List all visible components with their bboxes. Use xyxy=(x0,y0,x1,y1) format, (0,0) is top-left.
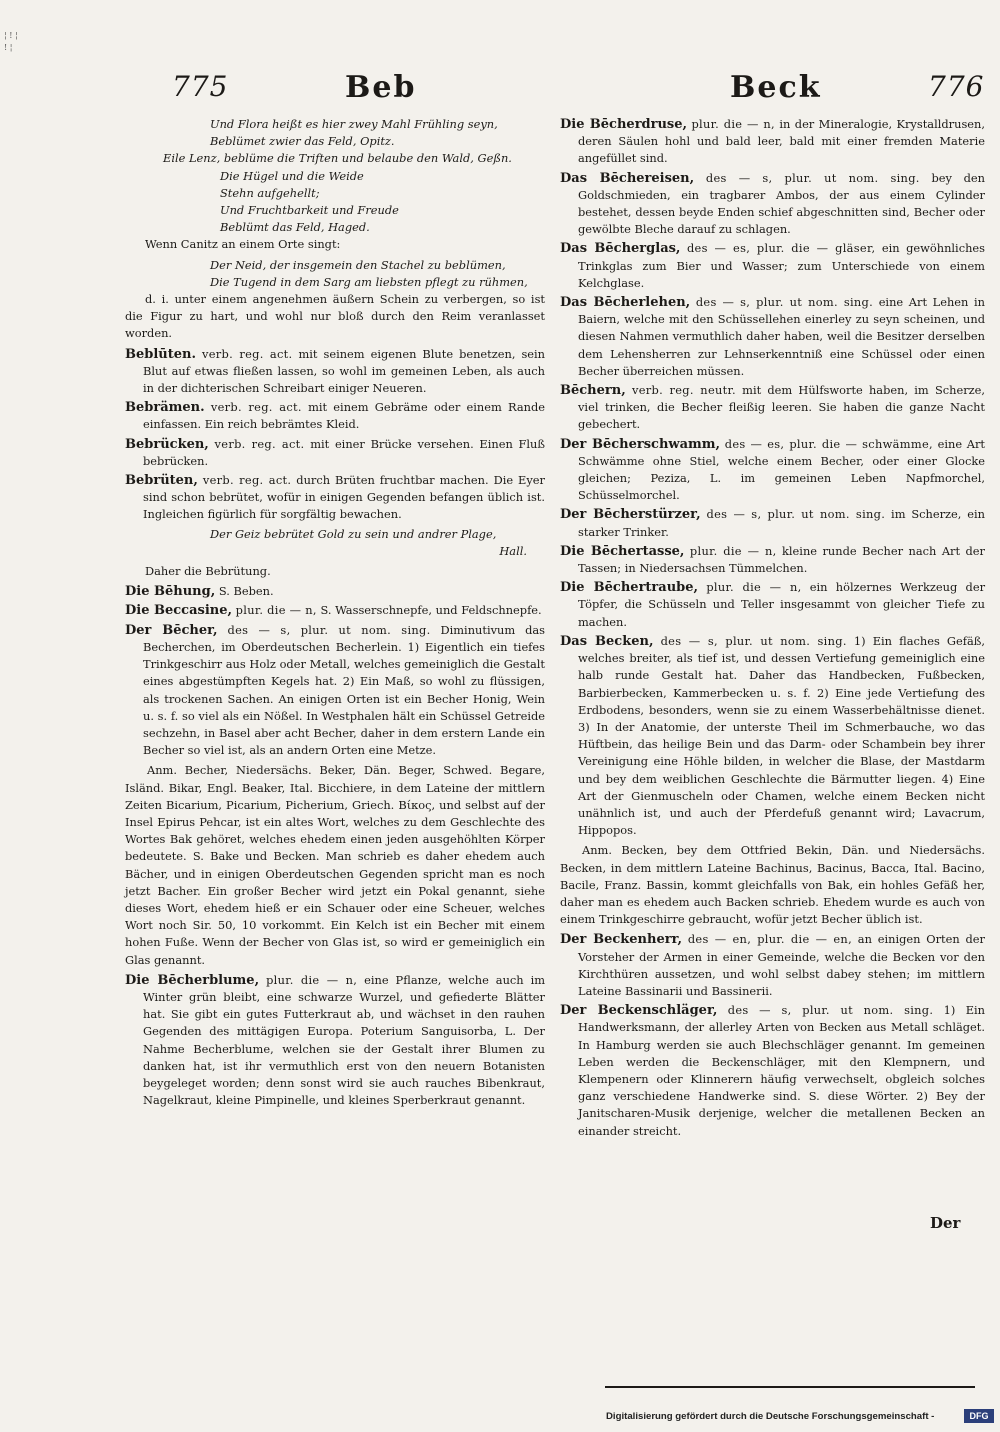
entry-grammar: des — s, plur. ut nom. sing. xyxy=(695,295,874,310)
entry-grammar: des — s, plur. ut nom. sing. xyxy=(706,507,886,522)
entry-definition: an einigen Orten der Vorsteher der Armen in einer Gemeinde, welche die Becken vor den Kirchthüren aussetzen, und wohl selbst dabey stehen; im mittlern Lateine Bassinarii und Bassinerii. xyxy=(578,932,985,998)
dictionary-entry xyxy=(560,382,985,434)
paragraph: d. i. unter einem angenehmen äußern Schein zu verbergen, so ist die Figur zu hart, und wohl nur bloß durch den Reim veranlasset worden. xyxy=(125,292,545,341)
entry-grammar: des — es, plur. die — schwämme, xyxy=(724,436,933,451)
entry-headword: Der Beckenschläger, xyxy=(560,1003,718,1019)
left-page-number: 775 xyxy=(172,70,229,103)
entry-definition: im Scherze, ein starker Trinker. xyxy=(578,507,986,539)
entry-grammar: des — s, plur. ut nom. sing. xyxy=(705,170,920,185)
verse-line: Und Flora heißt es hier zwey Mahl Frühling seyn, xyxy=(210,117,498,131)
entry-grammar: verb. reg. neutr. xyxy=(631,383,736,398)
entry-grammar: verb. reg. act. xyxy=(214,436,305,451)
dictionary-entry xyxy=(560,506,985,540)
dictionary-entry xyxy=(560,1002,985,1140)
entry-definition: 1) Ein flaches Gefäß, welches breiter, als tief ist, und dessen Vertiefung gemeiniglich eine halb runde Gestalt hat. Daher das Handbecken, Fußbecken, Barbierbecken, Kammerbecken u. s. f. 2) Eine jede Vertiefung des Erdbodens, besonders, wenn sie zu einem Wasserbehältnisse dienet. 3) In der Anatomie, der unterste Theil im Schmerbauche, wo das Hüftbein, das heilige Bein und das Darm- oder Schambein bey ihrer Vereinigung eine Höhle bilden, in welcher die Blase, der Mastdarm und bey dem weiblichen Geschlechte die Bärmutter liegen. 4) Eine Art der Gienmuscheln oder Chamen, welche einem Becken nicht unähnlich ist, und auch der Pferdefuß genannt wird; Lavacrum, Hippopos. xyxy=(578,633,985,838)
entry-definition: 1) Ein Handwerksmann, der allerley Arten von Becken aus Metall schläget. In Hamburg werden sie auch Blechschläger genannt. Im gemeinen Leben werden die Beckenschläger, mit den Klempnern, und Klempenern oder Klinnerern häufig verwechselt, obgleich solches ganz verschiedene Handwerke sind. S. diese Wörter. 2) Bey der Janitscharen-Musik derjenige, welcher die metallenen Becken an einander streicht. xyxy=(578,1003,986,1138)
entry-headword: Bebrüten, xyxy=(125,473,198,489)
entry-headword: Das Bēcherglas, xyxy=(560,241,681,257)
dictionary-entry xyxy=(560,931,985,1000)
footer-rule xyxy=(605,1386,975,1388)
margin-marks: ¦ ! ¦ ! ¦ xyxy=(4,31,18,52)
entry-definition: bey den Goldschmieden, ein tragbarer Ambos, der aus einem Cylinder bestehet, dessen beyde Enden schief abgeschnitten sind, Becher oder gewölbte Bleche darauf zu schlagen. xyxy=(578,170,986,237)
right-page-number: 776 xyxy=(928,70,985,103)
dictionary-entry xyxy=(560,240,985,292)
entry-definition: Diminutivum das Becherchen, im Oberdeutschen Becherlein. 1) Eigentlich ein tiefes Trinkgeschirr aus Holz oder Metall, welches gemeiniglich die Gestalt eines abgestümpften Kegels hat. 2) Ein Maß, so wohl zu flüssigen, als trockenen Sachen. An einigen Orten ist ein Becher Honig, Wein u. s. f. so viel als ein Nößel. In Westphalen hält ein Schüssel Getreide sechzehn, in Basel aber acht Becher, daher in dem erstern Lande ein Becher so viel ist, als an andern Orten eine Metze. xyxy=(143,622,546,758)
verse-line: Eile Lenz, beblüme die Triften und belaube den Wald, Geßn. xyxy=(163,151,512,166)
entry-definition: kleine runde Becher nach Art der Tassen; in Niedersachsen Tümmelchen. xyxy=(578,543,985,576)
dictionary-entry xyxy=(560,633,985,839)
dictionary-entry xyxy=(125,472,545,524)
entry-grammar: plur. die — n, xyxy=(266,972,358,987)
entry-headword: Das Becken, xyxy=(560,633,654,649)
verse-line: Beblümet zwier das Feld, Opitz. xyxy=(210,134,395,149)
entry-headword: Bebrämen. xyxy=(125,400,205,416)
verse-line: Stehn aufgehellt; xyxy=(220,185,320,200)
verse-line: Der Geiz bebrütet Gold zu sein und andrer Plage, xyxy=(210,526,497,541)
entry-headword: Das Bēchereisen, xyxy=(560,170,695,186)
entry-headword: Die Bēchertraube, xyxy=(560,580,699,596)
entry-grammar: plur. die — n, xyxy=(235,603,317,618)
entry-headword: Bēchern, xyxy=(560,383,626,399)
entry-definition: in der Mineralogie, Krystalldrusen, deren Säulen hohl und bald leer, bald mit einer fremden Materie angefüllet sind. xyxy=(578,117,985,166)
verse-line: Beblümt das Feld, Haged. xyxy=(220,220,370,235)
entry-grammar: verb. reg. act. xyxy=(202,473,292,488)
entry-grammar: verb. reg. act. xyxy=(202,346,293,361)
left-column xyxy=(125,116,545,1111)
entry-grammar: des — s, plur. ut nom. sing. xyxy=(660,633,847,648)
entry-definition: eine Pflanze, welche auch im Winter grün bleibt, eine schwarze Wurzel, und gefiederte Blätter hat. Sie gibt ein gutes Futterkraut ab, und wächset in den rauhen Gegenden des mittägigen Europa. Poterium Sanguisorba, L. Der Nahme Becherblume, welchen sie der Gestalt ihrer Blumen zu danken hat, ist ihr vermuthlich erst von den neuern Botanisten beygeleget worden; denn sonst wird sie auch rauches Bibenkraut, Nagelkraut, kleine Pimpinelle, und kleines Sperberkraut genannt. xyxy=(143,972,546,1108)
dictionary-entry xyxy=(125,583,545,600)
verse-line: Der Neid, der insgemein den Stachel zu beblümen, xyxy=(210,257,506,272)
dictionary-entry xyxy=(125,436,545,470)
dictionary-entry xyxy=(125,346,545,398)
entry-definition: mit einer Brücke versehen. Einen Fluß bebrücken. xyxy=(143,436,545,468)
right-column xyxy=(560,116,985,1142)
entry-definition: durch Brüten fruchtbar machen. Die Eyer sind schon bebrütet, wofür in einigen Gegenden befangen üblich ist. Ingleichen figürlich für sorgfältig bewachen. xyxy=(143,473,545,522)
entry-grammar: des — s, plur. ut nom. sing. xyxy=(227,622,431,637)
entry-headword: Das Bēcherlehen, xyxy=(560,295,691,311)
verse-line: Die Hügel und die Weide xyxy=(220,168,364,183)
entry-headword: Die Bēchertasse, xyxy=(560,543,685,559)
dictionary-entry xyxy=(560,579,985,631)
entry-grammar: des — es, plur. die — gläser, xyxy=(686,241,876,256)
entry-definition: S. Wasserschnepfe, und Feldschnepfe. xyxy=(320,603,542,618)
entry-headword: Der Beckenherr, xyxy=(560,932,683,948)
dictionary-entry xyxy=(560,543,985,577)
entry-definition: mit dem Hülfsworte haben, im Scherze, viel trinken, die Becher fleißig leeren. Sie haben die ganze Nacht gebechert. xyxy=(578,383,986,432)
dictionary-entry xyxy=(560,436,985,505)
dictionary-entry xyxy=(125,972,545,1110)
verse-line: Und Fruchtbarkeit und Freude xyxy=(220,203,399,218)
entry-definition: S. Beben. xyxy=(218,584,274,599)
left-head-word: Beb xyxy=(345,70,417,105)
dictionary-entry xyxy=(560,294,985,380)
entry-headword: Der Bēcher, xyxy=(125,622,218,638)
entry-headword: Bebrücken, xyxy=(125,436,209,452)
footer-credit: Digitalisierung gefördert durch die Deutsche Forschungsgemeinschaft - xyxy=(606,1411,935,1422)
paragraph: Daher die Bebrütung. xyxy=(145,564,271,579)
paragraph: Wenn Canitz an einem Orte singt: xyxy=(145,237,341,252)
entry-headword: Die Bēcherdruse, xyxy=(560,117,688,132)
annotation-paragraph: Anm. Becher, Niedersächs. Beker, Dän. Beger, Schwed. Begare, Isländ. Bikar, Engl. Beaker, Ital. Bicchiere, in dem Lateine der mittlern Zeiten Bicarium, Picarium, Picherium, Griech. Βίκος, und selbst auf der Insel Epirus Pehcar, ist ein altes Wort, welches zu dem Geschlechte des Wortes Bak gehöret, welches ehedem einen jeden ausgehöhlten Körper bedeutete. S. Bake und Becken. Man schrieb es daher ehedem auch Bächer, und in einigen Oberdeutschen Gegenden spricht man es noch jetzt Bacher. Ein großer Becher wird jetzt ein Pokal genannt, siehe dieses Wort, ehedem hieß er ein Schauer oder eine Scheuer, welches Wort noch Sir. 50, 10 vorkommt. Ein Kelch ist ein Becher mit einem hohen Fuße. Wenn der Becher von Glas ist, so wird er gemeiniglich ein Glas genannt. xyxy=(125,763,545,967)
entry-grammar: plur. die — n, xyxy=(689,543,777,558)
entry-headword: Die Bēhung, xyxy=(125,584,216,600)
catchword: Der xyxy=(930,1214,961,1232)
dictionary-entry xyxy=(560,116,985,168)
dfg-logo: DFG xyxy=(964,1409,994,1423)
entry-definition: eine Art Lehen in Baiern, welche mit den Schüssellehen einerley zu seyn scheinen, und diesen Nahmen vermuthlich daher haben, weil die Besitzer derselben dem Lehensherren zur Lehnserkenntniß eine Schüssel oder einen Becher überreichen müssen. xyxy=(578,295,985,378)
entry-grammar: des — en, plur. die — en, xyxy=(687,932,852,947)
entry-headword: Die Bēcherblume, xyxy=(125,972,260,988)
entry-grammar: verb. reg. act. xyxy=(210,400,302,415)
quote-source: Hall. xyxy=(499,543,527,558)
entry-headword: Der Bēcherschwamm, xyxy=(560,436,721,452)
entry-definition: mit einem Gebräme oder einem Rande einfassen. Ein reich bebrämtes Kleid. xyxy=(143,400,545,432)
dictionary-entry xyxy=(560,170,985,239)
entry-headword: Beblūten. xyxy=(125,346,196,362)
entry-definition: mit seinem eigenen Blute benetzen, sein Blut auf etwas fließen lassen, so wohl im gemeinen Leben, als auch in der dichterischen Schreibart einiger Neueren. xyxy=(143,346,546,396)
entry-definition: eine Art Schwämme ohne Stiel, welche einem Becher, oder einer Glocke gleichen; Peziza, L. im gemeinen Leben Napfmorchel, Schüsselmorchel. xyxy=(578,436,986,503)
right-head-word: Beck xyxy=(730,70,822,105)
entry-headword: Der Bēcherstürzer, xyxy=(560,507,701,523)
verse-line: Die Tugend in dem Sarg am liebsten pflegt zu rühmen, xyxy=(210,274,528,289)
entry-definition: ein hölzernes Werkzeug der Töpfer, die Schüsseln und Teller insgesammt von gleicher Tiefe zu machen. xyxy=(578,580,986,629)
entry-grammar: plur. die — n, xyxy=(706,580,802,595)
entry-grammar: des — s, plur. ut nom. sing. xyxy=(727,1003,934,1018)
entry-grammar: plur. die — n, xyxy=(691,117,775,131)
dictionary-entry xyxy=(125,622,545,760)
entry-headword: Die Beccasine, xyxy=(125,603,233,619)
dictionary-entry xyxy=(125,399,545,433)
entry-definition: ein gewöhnliches Trinkglas zum Bier und Wasser; zum Unterschiede von einem Kelchglase. xyxy=(578,241,986,290)
annotation-paragraph: Anm. Becken, bey dem Ottfried Bekin, Dän. und Niedersächs. Becken, in dem mittlern Lateine Bachinus, Bacinus, Bacca, Ital. Bacino, Bacile, Franz. Bassin, kommt gleichfalls von Bak, ein hohles Gefäß her, daher man es ehedem auch Backen schrieb. Ehedem wurde es auch von einem Trinkgeschirre gebraucht, wofür jetzt Becher üblich ist. xyxy=(560,843,985,927)
dictionary-entry xyxy=(125,602,545,619)
